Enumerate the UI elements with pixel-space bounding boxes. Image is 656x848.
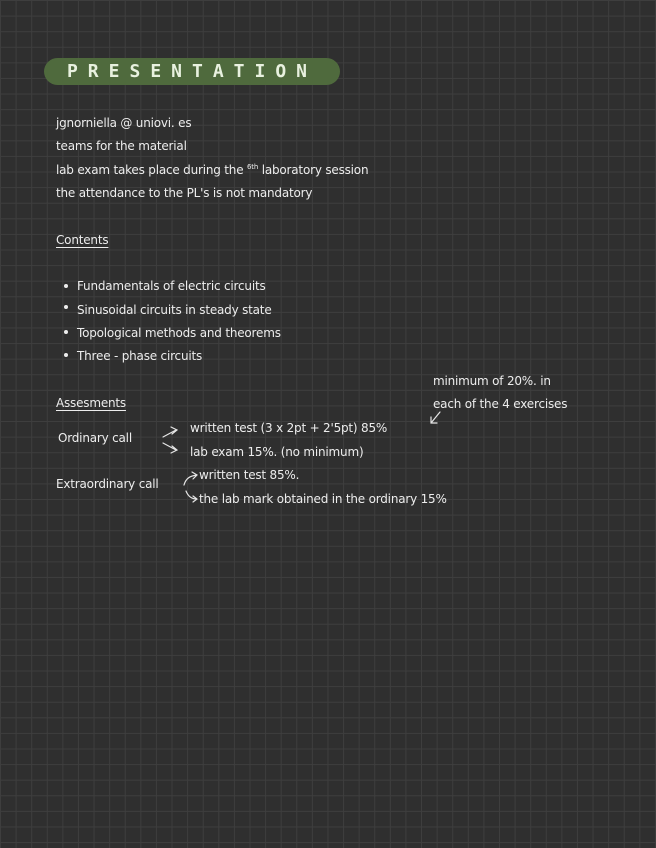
lab-exam-prefix: lab exam takes place during the bbox=[56, 163, 244, 177]
minimum-note-arrow-icon bbox=[431, 412, 440, 423]
ordinary-arrow-up-icon bbox=[163, 427, 177, 437]
minimum-note-line2: each of the 4 exercises bbox=[433, 397, 568, 411]
teams-line: teams for the material bbox=[56, 139, 187, 153]
lab-exam-sup: 6th bbox=[247, 163, 259, 171]
contents-heading: Contents bbox=[56, 233, 109, 247]
ordinary-lab-exam: lab exam 15%. (no minimum) bbox=[190, 445, 364, 459]
minimum-note-line1: minimum of 20%. in bbox=[433, 374, 551, 388]
email-line: jgnorniella @ uniovi. es bbox=[56, 116, 192, 130]
contents-item-4: Three - phase circuits bbox=[77, 349, 203, 363]
extraordinary-call-label: Extraordinary call bbox=[56, 477, 159, 491]
assessments-heading: Assesments bbox=[56, 396, 126, 410]
lab-exam-suffix: laboratory session bbox=[261, 163, 369, 177]
extraordinary-written-test: written test 85%. bbox=[199, 468, 300, 482]
ordinary-written-test: written test (3 x 2pt + 2'5pt) 85% bbox=[190, 421, 388, 435]
ordinary-arrow-down-icon bbox=[163, 443, 177, 453]
attendance-line: the attendance to the PL's is not mandatory bbox=[56, 186, 313, 200]
extraordinary-arrow-up-icon bbox=[184, 472, 197, 485]
extraordinary-lab-mark: the lab mark obtained in the ordinary 15% bbox=[199, 492, 447, 506]
contents-item-3: Topological methods and theorems bbox=[77, 326, 281, 340]
page-title: PRESENTATION bbox=[66, 61, 318, 82]
ordinary-call-label: Ordinary call bbox=[58, 431, 132, 445]
contents-item-2: Sinusoidal circuits in steady state bbox=[77, 303, 272, 317]
extraordinary-arrow-down-icon bbox=[186, 491, 197, 502]
contents-item-1: Fundamentals of electric circuits bbox=[77, 279, 266, 293]
